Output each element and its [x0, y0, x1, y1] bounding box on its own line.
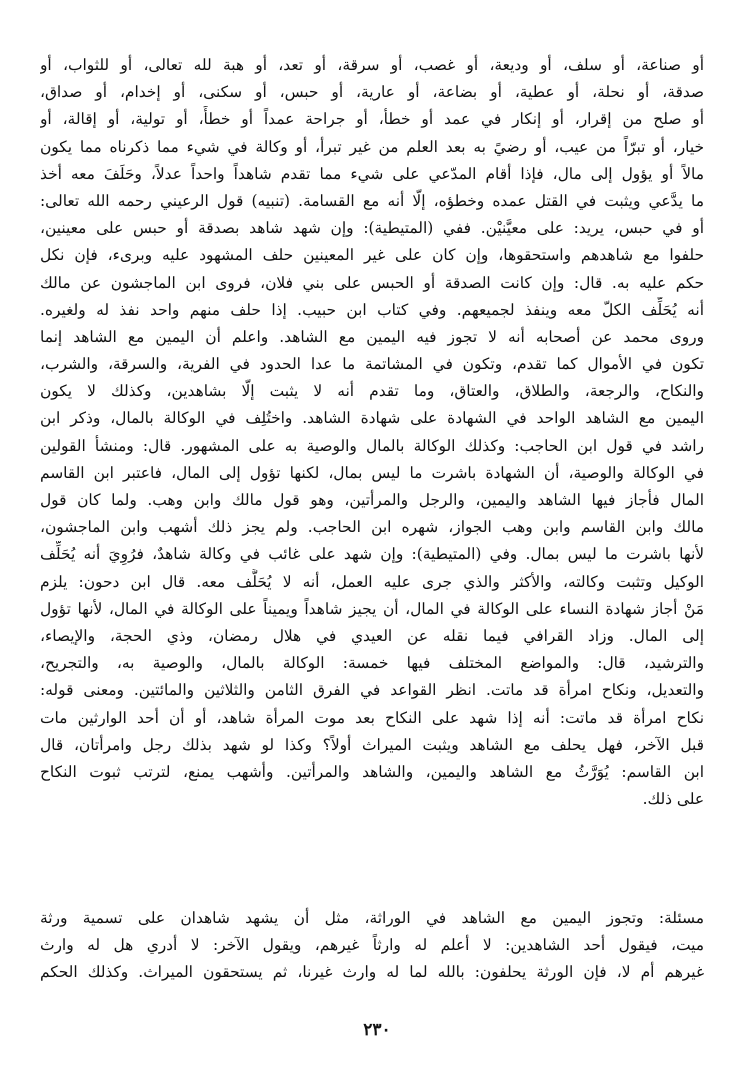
text-line: غيرهم أم لا، فإن الورثة يحلفون: بالله لما له وارث غيرنا، ثم يستحقون الميراث. وكذلك الحكم: [40, 963, 704, 982]
text-line: حكم عليه به. قال: وإن كانت الصدقة أو الحبس على بني فلان، فروى ابن الماجشون عن مالك: [40, 273, 704, 292]
text-line: أو في حبس، يريد: على معيَّنيْن. ففي (المتيطية): وإن شهد شاهد بصدقة أو حبس على معينين،: [40, 219, 704, 238]
text-line: تكون في الأموال كما تقدم، وتكون في المشاتمة ما عدا الحدود في الفرية، والسرقة، والشرب،: [40, 355, 704, 374]
text-line: نكاح امرأة قد ماتت: أنه إذا شهد على النكاح بعد موت المرأة شاهد، أو أن أحد الوارثين مات: [40, 708, 704, 727]
page-number: ٢٣٠: [363, 1020, 391, 1040]
text-line: قبل الآخر، فهل يحلف مع الشاهد ويثبت الميراث أولاً؟ وكذا لو شهد بذلك رجل وامرأتان، قال: [40, 735, 704, 754]
text-line: راشد في قول ابن الحاجب: وكذلك الوكالة بالمال والوصية به على المشهور. قال: ومنشأ القولين: [40, 436, 704, 455]
text-line: وروى محمد عن أصحابه أنه لا تجوز فيه اليمين مع الشاهد. واعلم أن اليمين مع الشاهد إنما: [40, 327, 704, 346]
text-line: مالك وابن القاسم وابن وهب الجواز، شهره ابن الحاجب. ولم يجز ذلك أشهب وابن الماجشون،: [40, 518, 704, 537]
text-line: أو صناعة، أو سلف، أو وديعة، أو غصب، أو سرقة، أو تعد، أو هبة لله تعالى، أو للثواب، أو: [40, 56, 704, 74]
text-line: صدقة، أو نحلة، أو عطية، أو بضاعة، أو عارية، أو حبس، أو سكنى، أو إخدام، أو صداق،: [40, 83, 704, 102]
text-line: الوكيل وتثبت وكالته، والأكثر والذي جرى عليه العمل، أنه لا يُحَلَّف معه. قال ابن دحون: يلزم: [40, 572, 704, 591]
text-line: ابن القاسم: يُوَرَّثُ مع الشاهد واليمين، والشاهد والمرأتين. وأشهب يمنع، لترتب ثبوت النكاح: [40, 762, 704, 781]
text-line: مسئلة: وتجوز اليمين مع الشاهد في الوراثة، مثل أن يشهد شاهدان على تسمية ورثة: [40, 909, 704, 927]
text-line: إلى المال. وزاد القرافي فيما نقله عن العيدي في هلال رمضان، وذي الحجة، والإيصاء،: [40, 626, 704, 645]
text-line: مالاً أو يؤول إلى مال، فإذا أقام المدّعي على شيء مما تقدم شاهداً واحداً عدلاً، وحَلَفَ معه أخذ: [40, 164, 704, 183]
text-line: ما يدَّعي ويثبت في القتل عمده وخطؤه، إلّا أنه مع القسامة. (تنبيه) قول الرعيني رحمه الله تعالى:: [40, 191, 704, 210]
issue-paragraph: [40, 905, 704, 987]
text-line: خيار، أو تبرّاً من عيب، أو رضيً به بعد العلم من غير تبرأ، أو وكالة في شيء مما ذكرناه مما يكون: [40, 137, 704, 156]
text-line: مَنْ أجاز شهادة النساء على الوكالة في المال، أن يجيز شاهداً ويميناً على الوكالة في المال، لأنها تؤول: [40, 599, 704, 618]
text-line: المال فأجاز فيها الشاهد واليمين، والرجل والمرأتين، وهو قول مالك وابن وهب. ولما كان قول: [40, 491, 704, 509]
text-line: لأنها باشرت ما ليس بمال. وفي (المتيطية): وإن شهد على غائب في وكالة شاهدٌ، فرُوِيَ أنه يُحَلِّف: [40, 545, 704, 564]
text-line: والتعديل، ونكاح امرأة قد ماتت. انظر القواعد في الفرق الثامن والثلاثين والمائتين. ومعنى قوله:: [40, 681, 704, 700]
main-paragraph: [40, 52, 704, 813]
text-line: في الوكالة والوصية، أن الشهادة باشرت ما ليس بمال، لكنها تؤول إلى المال، فاعتبر ابن القاسم: [40, 463, 704, 482]
text-line: اليمين مع الشاهد الواحد في الشهادة على شهادة الشاهد. واختُلِف في الوكالة بالمال، وذكر ابن: [40, 409, 704, 428]
text-line: والترشيد، قال: والمواضع المختلف فيها خمسة: الوكالة بالمال، والوصية به، والتجريح،: [40, 654, 704, 673]
text-line: على ذلك.: [642, 790, 704, 809]
text-line: حلفوا مع شاهدهم واستحقوها، وإن كان على غير المعينين حلف المشهود عليه وبرىء، فإن نكل: [40, 246, 704, 265]
text-line: ميت، فيقول أحد الشاهدين: لا أعلم له وارثاً غيرهم، ويقول الآخر: لا أدري هل له وارث: [40, 936, 704, 955]
text-line: والنكاح، والرجعة، والطلاق، والعتاق، وما تقدم أنه لا يثبت إلّا بشاهدين، وكذلك لا يكون: [40, 382, 704, 401]
text-line: أنه يُحَلِّف الكلّ معه وينفذ لجميعهم. وفي كتاب ابن حبيب. إذا حلف منهم واحد نفذ له ولغيره.: [40, 300, 704, 319]
text-line: أو صلح من إقرار، أو إنكار في عمد أو خطأ، أو جراحة عمداً أو خطأً، أو تولية، أو إقالة، أو: [40, 110, 704, 129]
